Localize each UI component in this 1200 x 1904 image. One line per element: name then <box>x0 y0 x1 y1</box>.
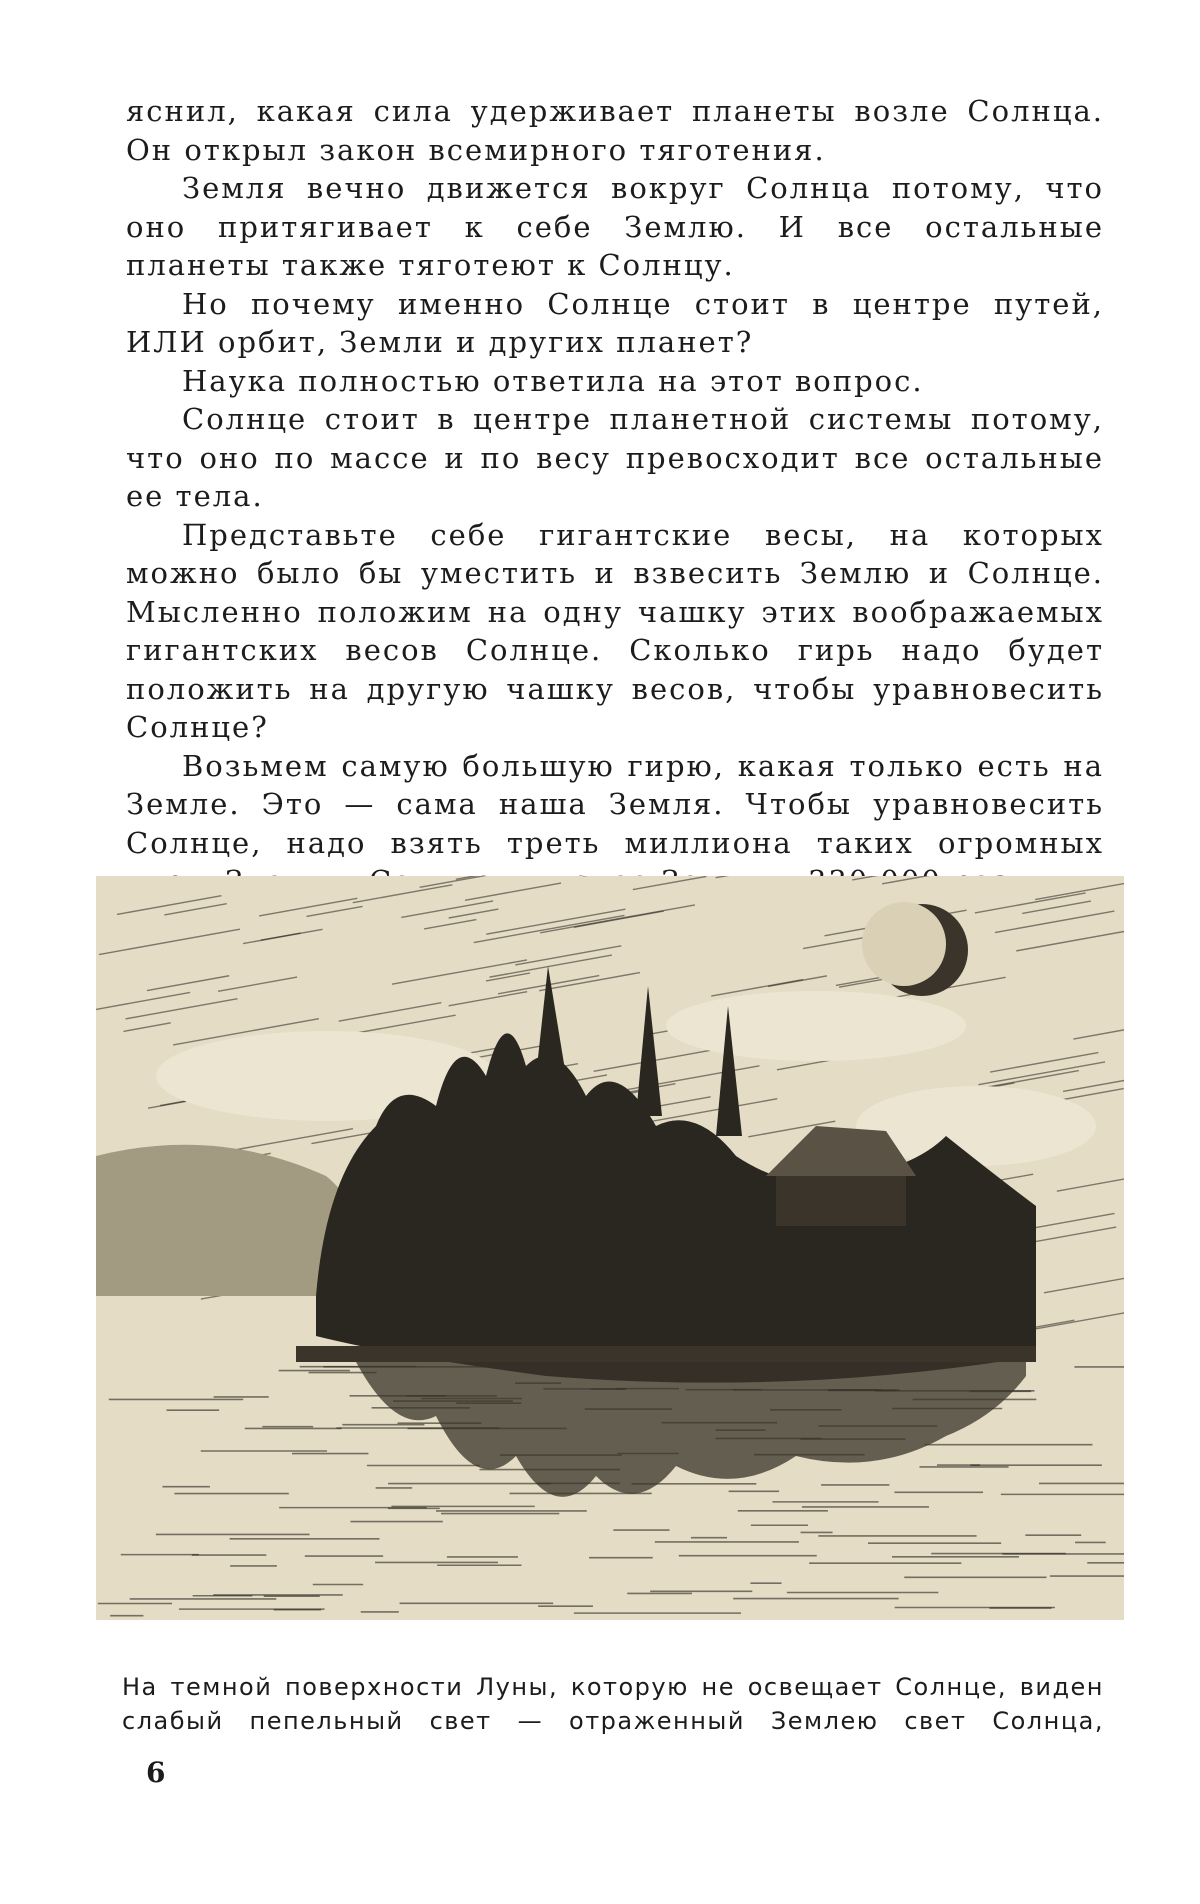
body-text <box>126 92 1104 901</box>
paragraph-1: яснил, какая сила удерживает планеты возле Солнца. Он открыл закон всемирного тяготения. <box>126 94 1104 167</box>
paragraph-6: Представьте себе гигантские весы, на которых можно было бы уместить и взвесить Землю и Солнце. Мысленно положим на одну чашку этих воображаемых гигантских весов Солнце. Сколько гирь надо будет положить на другую чашку весов, чтобы уравновесить Солнце? <box>126 517 1104 744</box>
paragraph-3: Но почему именно Солнце стоит в центре путей, ИЛИ орбит, Земли и других планет? <box>126 286 1104 359</box>
paragraph-5: Солнце стоит в центре планетной системы потому, что оно по массе и по весу превосходит все остальные ее тела. <box>126 402 1104 513</box>
landscape-illustration <box>96 876 1124 1620</box>
paragraph-4: Наука полностью ответила на этот вопрос. <box>182 363 924 398</box>
paragraph-2: Земля вечно движется вокруг Солнца потому, что оно притягивает к себе Землю. И все остальные планеты также тяготеют к Солнцу. <box>126 171 1104 282</box>
landscape-drawing <box>96 876 1124 1620</box>
paragraph-7: Возьмем самую большую гирю, какая только есть на Земле. Это — сама наша Земля. Чтобы уравновесить Солнце, надо взять треть миллиона таких огромных <box>126 748 1104 860</box>
page-number: 6 <box>146 1756 166 1789</box>
shoreline <box>296 1346 1036 1362</box>
figure-caption: На темной поверхности Луны, которую не освещает Солнце, виден слабый пепельный свет — отраженный Землею свет Солнца, <box>122 1673 1104 1735</box>
